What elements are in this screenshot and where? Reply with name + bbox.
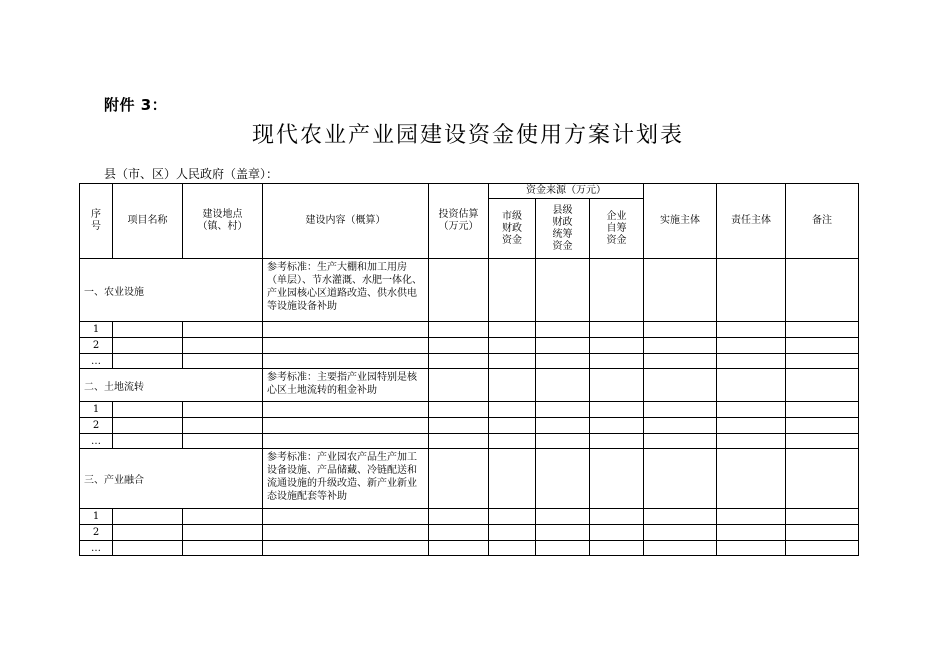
section-name: 二、土地流转 [80, 369, 263, 402]
section-reference: 参考标准：主要指产业园特别是核心区土地流转的租金补助 [263, 369, 429, 402]
cell[interactable] [786, 354, 859, 369]
cell[interactable] [536, 354, 590, 369]
row-number: … [80, 541, 113, 556]
header-location [183, 184, 263, 259]
cell[interactable] [536, 434, 590, 449]
cell[interactable] [536, 259, 590, 322]
cell[interactable] [590, 449, 644, 509]
cell[interactable] [429, 434, 489, 449]
header-investment [429, 184, 489, 259]
cell[interactable] [590, 259, 644, 322]
cell[interactable] [590, 354, 644, 369]
table-row [80, 354, 859, 369]
cell[interactable] [183, 418, 263, 434]
cell[interactable] [536, 322, 590, 338]
row-number: 1 [80, 509, 113, 525]
cell[interactable] [183, 354, 263, 369]
cell[interactable] [590, 434, 644, 449]
cell[interactable] [263, 434, 429, 449]
cell[interactable] [429, 509, 489, 525]
cell[interactable] [489, 338, 536, 354]
header-content: 建设内容（概算） [263, 184, 429, 259]
cell[interactable] [263, 541, 429, 556]
table-body [80, 259, 859, 556]
cell[interactable] [489, 369, 536, 402]
cell[interactable] [644, 354, 717, 369]
cell[interactable] [489, 541, 536, 556]
header-implementer: 实施主体 [644, 184, 717, 259]
cell[interactable] [590, 541, 644, 556]
cell[interactable] [489, 525, 536, 541]
cell[interactable] [717, 369, 786, 402]
cell[interactable] [717, 418, 786, 434]
cell[interactable] [113, 354, 183, 369]
cell[interactable] [429, 322, 489, 338]
cell[interactable] [429, 525, 489, 541]
table-row [80, 402, 859, 418]
cell[interactable] [113, 322, 183, 338]
section-reference: 参考标准：生产大棚和加工用房（单层）、节水灌溉、水肥一体化、产业园核心区道路改造、供水供电等设施设备补助 [263, 259, 429, 322]
cell[interactable] [183, 434, 263, 449]
cell[interactable] [786, 338, 859, 354]
cell[interactable] [489, 402, 536, 418]
header-county-fund-text: 县级财政统筹资金 [552, 204, 573, 252]
cell[interactable] [717, 322, 786, 338]
section-name: 三、产业融合 [80, 449, 263, 509]
cell[interactable] [590, 525, 644, 541]
cell[interactable] [183, 525, 263, 541]
cell[interactable] [644, 259, 717, 322]
cell[interactable] [183, 322, 263, 338]
header-location-line1: 建设地点 [202, 209, 243, 220]
cell[interactable] [786, 525, 859, 541]
cell[interactable] [786, 369, 859, 402]
table-row [80, 541, 859, 556]
cell[interactable] [429, 449, 489, 509]
row-number: 1 [80, 322, 113, 338]
cell[interactable] [429, 338, 489, 354]
cell[interactable] [263, 354, 429, 369]
cell[interactable] [536, 541, 590, 556]
header-seq [80, 184, 113, 259]
cell[interactable] [644, 525, 717, 541]
cell[interactable] [786, 322, 859, 338]
cell[interactable] [263, 418, 429, 434]
cell[interactable] [536, 509, 590, 525]
cell[interactable] [489, 354, 536, 369]
cell[interactable] [489, 322, 536, 338]
cell[interactable] [263, 338, 429, 354]
header-enterprise-fund-text: 企业自筹资金 [606, 210, 627, 246]
cell[interactable] [644, 509, 717, 525]
cell[interactable] [717, 354, 786, 369]
cell[interactable] [590, 338, 644, 354]
cell[interactable] [717, 509, 786, 525]
cell[interactable] [644, 434, 717, 449]
cell[interactable] [183, 541, 263, 556]
cell[interactable] [113, 434, 183, 449]
plan-table [79, 183, 859, 556]
cell[interactable] [644, 338, 717, 354]
cell[interactable] [786, 418, 859, 434]
header-enterprise-fund [590, 199, 644, 259]
cell[interactable] [786, 509, 859, 525]
table-row [80, 434, 859, 449]
cell[interactable] [489, 434, 536, 449]
cell[interactable] [263, 525, 429, 541]
cell[interactable] [786, 449, 859, 509]
cell[interactable] [717, 402, 786, 418]
cell[interactable] [590, 418, 644, 434]
cell[interactable] [644, 418, 717, 434]
cell[interactable] [263, 322, 429, 338]
row-number: 1 [80, 402, 113, 418]
cell[interactable] [536, 418, 590, 434]
cell[interactable] [429, 369, 489, 402]
header-investment-line1: 投资估算 [438, 209, 479, 220]
table-row [80, 509, 859, 525]
table-header [80, 184, 859, 259]
cell[interactable] [113, 509, 183, 525]
cell[interactable] [590, 402, 644, 418]
header-responsible: 责任主体 [717, 184, 786, 259]
cell[interactable] [786, 259, 859, 322]
cell[interactable] [429, 354, 489, 369]
cell[interactable] [786, 402, 859, 418]
section-row [80, 259, 859, 322]
cell[interactable] [113, 338, 183, 354]
header-location-line2: （镇、村） [197, 221, 248, 232]
cell[interactable] [786, 434, 859, 449]
cell[interactable] [429, 402, 489, 418]
cell[interactable] [263, 509, 429, 525]
cell[interactable] [489, 259, 536, 322]
section-name: 一、农业设施 [80, 259, 263, 322]
row-number: … [80, 354, 113, 369]
section-row [80, 369, 859, 402]
row-number: 2 [80, 338, 113, 354]
cell[interactable] [717, 338, 786, 354]
header-city-fund [489, 199, 536, 259]
cell[interactable] [489, 418, 536, 434]
header-seq-text: 序号 [91, 209, 101, 232]
cell[interactable] [644, 449, 717, 509]
cell[interactable] [717, 541, 786, 556]
cell[interactable] [263, 402, 429, 418]
cell[interactable] [644, 541, 717, 556]
section-reference: 参考标准：产业园农产品生产加工设备设施、产品储藏、冷链配送和流通设施的升级改造、新产业新业态设施配套等补助 [263, 449, 429, 509]
header-city-fund-text: 市级财政资金 [502, 210, 522, 246]
cell[interactable] [536, 449, 590, 509]
cell[interactable] [536, 369, 590, 402]
cell[interactable] [429, 541, 489, 556]
header-fund-source: 资金来源（万元） [489, 184, 644, 199]
cell[interactable] [590, 369, 644, 402]
cell[interactable] [644, 322, 717, 338]
cell[interactable] [536, 525, 590, 541]
header-county-fund [536, 199, 590, 259]
table-row [80, 418, 859, 434]
cell[interactable] [644, 369, 717, 402]
section-row [80, 449, 859, 509]
row-number: … [80, 434, 113, 449]
cell[interactable] [183, 402, 263, 418]
cell[interactable] [536, 402, 590, 418]
header-investment-line2: （万元） [438, 221, 479, 232]
cell[interactable] [113, 525, 183, 541]
cell[interactable] [489, 509, 536, 525]
cell[interactable] [113, 418, 183, 434]
cell[interactable] [717, 525, 786, 541]
page-title: 现代农业产业园建设资金使用方案计划表 [251, 123, 684, 148]
cell[interactable] [717, 434, 786, 449]
table-row [80, 322, 859, 338]
cell[interactable] [113, 402, 183, 418]
cell[interactable] [183, 509, 263, 525]
cell[interactable] [113, 541, 183, 556]
table-row [80, 525, 859, 541]
cell[interactable] [717, 449, 786, 509]
cell[interactable] [429, 418, 489, 434]
cell[interactable] [644, 402, 717, 418]
table-row [80, 338, 859, 354]
cell[interactable] [183, 338, 263, 354]
cell[interactable] [717, 259, 786, 322]
header-remarks: 备注 [786, 184, 859, 259]
attachment-label: 附件 3： [104, 96, 168, 114]
row-number: 2 [80, 525, 113, 541]
cell[interactable] [786, 541, 859, 556]
cell[interactable] [590, 322, 644, 338]
county-line: 县（市、区）人民政府（盖章）： [104, 167, 279, 181]
cell[interactable] [536, 338, 590, 354]
row-number: 2 [80, 418, 113, 434]
cell[interactable] [590, 509, 644, 525]
cell[interactable] [489, 449, 536, 509]
cell[interactable] [429, 259, 489, 322]
header-project-name: 项目名称 [113, 184, 183, 259]
